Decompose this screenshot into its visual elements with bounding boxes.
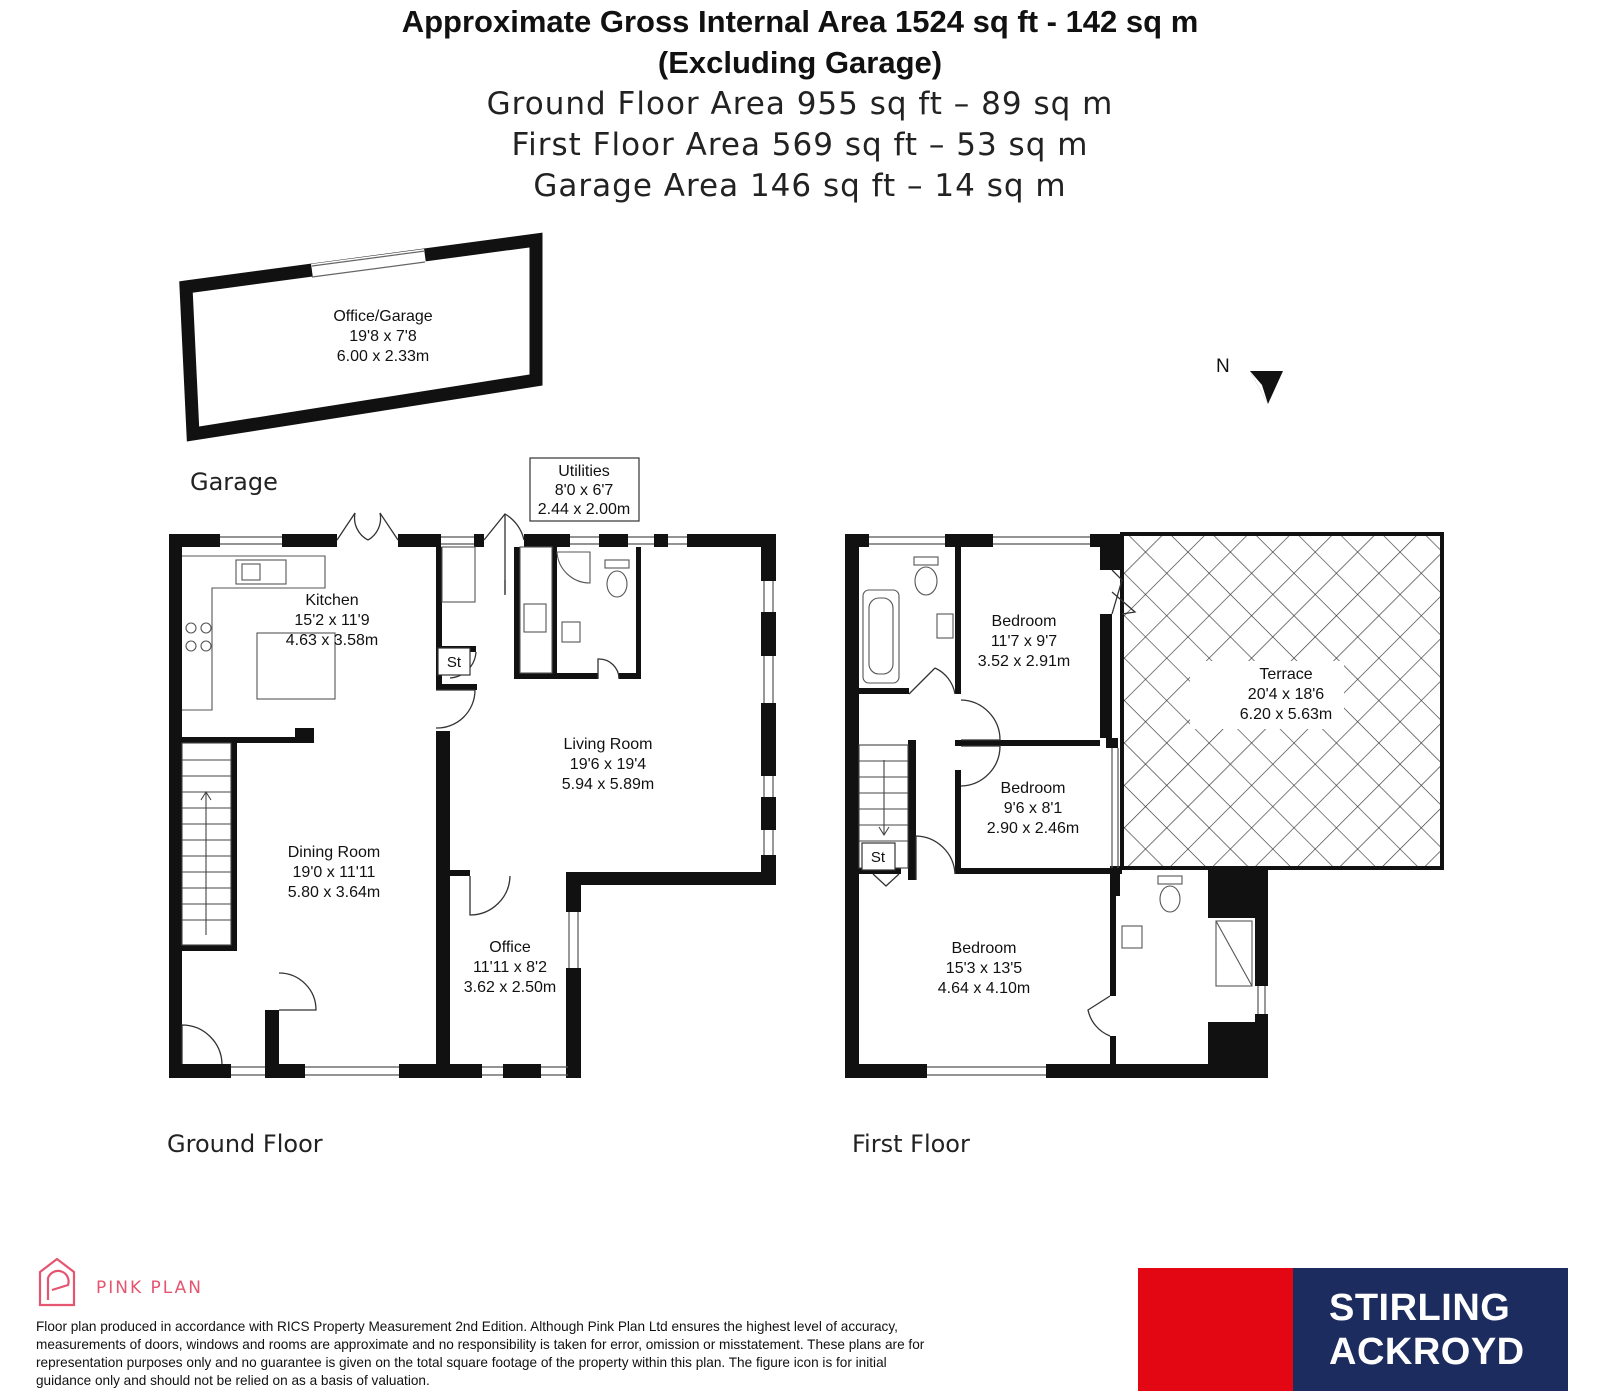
- bedroom-b-metric: 2.90 x 2.46m: [986, 820, 1080, 837]
- logo-navy-panel: [1293, 1268, 1568, 1391]
- kitchen-name: Kitchen: [305, 592, 359, 609]
- ground-floor-stairs: [182, 743, 231, 945]
- office-name: Office: [489, 939, 531, 956]
- header-ground-floor-area: Ground Floor Area 955 sq ft – 89 sq m: [486, 86, 1114, 122]
- dining-room-metric: 5.80 x 3.64m: [287, 884, 381, 901]
- pink-plan-text: PINK PLAN: [96, 1278, 203, 1298]
- living-room-name: Living Room: [563, 736, 653, 753]
- living-room-imperial: 19'6 x 19'4: [569, 756, 647, 773]
- terrace-name: Terrace: [1259, 666, 1313, 683]
- garage-room-imperial: 19'8 x 7'8: [349, 328, 417, 345]
- header-garage-area: Garage Area 146 sq ft – 14 sq m: [533, 168, 1067, 204]
- bedroom-b-imperial: 9'6 x 8'1: [1003, 800, 1063, 817]
- agent-name-line1: STIRLING: [1329, 1286, 1511, 1329]
- header-excluding-garage: (Excluding Garage): [657, 45, 943, 80]
- bedroom-a-metric: 3.52 x 2.91m: [977, 653, 1071, 670]
- first-floor-section-label: First Floor: [852, 1130, 970, 1158]
- disclaimer-text: Floor plan produced in accordance with RICS Property Measurement 2nd Edition. Although Pink Plan Ltd ensures the highest level of accuracy, measurements of doors, windows and rooms are approximate and no responsibility is taken for error, omission or misstatement. These plans are for representation purposes only and no guarantee is given on the total square footage of the property within this plan. The figure icon is for initial guidance only and should not be relied on as a basis of valuation.: [36, 1319, 925, 1388]
- office-metric: 3.62 x 2.50m: [463, 979, 557, 996]
- terrace-imperial: 20'4 x 18'6: [1247, 686, 1325, 703]
- garage-section-label: Garage: [190, 468, 278, 496]
- garage-room-metric: 6.00 x 2.33m: [336, 348, 430, 365]
- agent-name-line2: ACKROYD: [1329, 1330, 1525, 1373]
- kitchen-metric: 4.63 x 3.58m: [285, 632, 379, 649]
- bedroom-c-name: Bedroom: [951, 940, 1017, 957]
- stirling-ackroyd-logo: [1138, 1268, 1568, 1391]
- bedroom-b-name: Bedroom: [1000, 780, 1066, 797]
- terrace-metric: 6.20 x 5.63m: [1239, 706, 1333, 723]
- ground-floor-section-label: Ground Floor: [167, 1130, 323, 1158]
- north-arrow-icon: [1250, 371, 1283, 404]
- first-store-label: St: [870, 849, 886, 866]
- ground-floor-fixtures: [182, 547, 629, 710]
- compass-label: N: [1216, 356, 1230, 377]
- logo-red-panel: [1138, 1268, 1293, 1391]
- ground-floor-walls: [169, 534, 776, 1078]
- dining-room-imperial: 19'0 x 11'11: [292, 864, 376, 881]
- bedroom-a-name: Bedroom: [991, 613, 1057, 630]
- pink-plan-house-icon: [40, 1259, 74, 1305]
- utilities-imperial: 8'0 x 6'7: [554, 482, 614, 499]
- bedroom-a-imperial: 11'7 x 9'7: [990, 633, 1058, 650]
- bedroom-c-imperial: 15'3 x 13'5: [945, 960, 1023, 977]
- kitchen-imperial: 15'2 x 11'9: [294, 612, 370, 629]
- utilities-name: Utilities: [558, 463, 610, 480]
- garage-room-name: Office/Garage: [333, 308, 433, 325]
- bedroom-c-metric: 4.64 x 4.10m: [937, 980, 1031, 997]
- dining-room-name: Dining Room: [287, 844, 381, 861]
- header-first-floor-area: First Floor Area 569 sq ft – 53 sq m: [511, 127, 1089, 163]
- utilities-metric: 2.44 x 2.00m: [537, 501, 631, 518]
- living-room-metric: 5.94 x 5.89m: [561, 776, 655, 793]
- ground-store-label: St: [446, 654, 462, 671]
- header-area-total: Approximate Gross Internal Area 1524 sq ft - 142 sq m: [401, 4, 1199, 39]
- office-imperial: 11'11 x 8'2: [472, 959, 548, 976]
- pink-plan-brand: [82, 1278, 203, 1298]
